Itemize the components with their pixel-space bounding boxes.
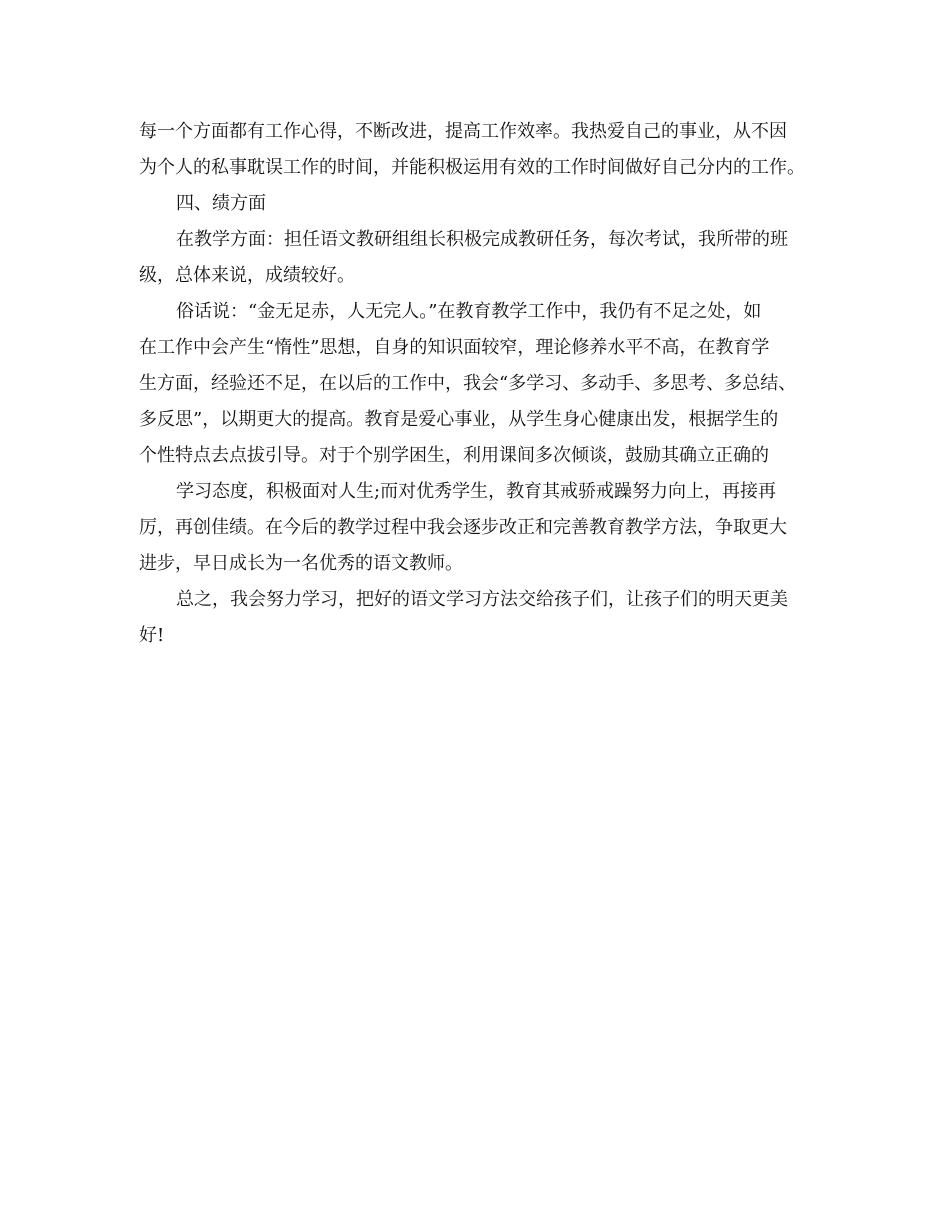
text-line: 在工作中会产生“惰性”思想，自身的知识面较窄，理论修养水平不高，在教育学 (139, 337, 770, 358)
text-line: 多反思”，以期更大的提高。教育是爱心事业，从学生身心健康出发，根据学生的 (139, 409, 779, 430)
text-line: 好! (139, 625, 165, 646)
text-line: 生方面，经验还不足，在以后的工作中，我会“多学习、多动手、多思考、多总结、 (139, 373, 797, 394)
text-line: 每一个方面都有工作心得，不断改进，提高工作效率。我热爱自己的事业，从不因 (139, 121, 787, 142)
paragraph-shortcomings (139, 294, 819, 474)
paragraph-conclusion (139, 582, 819, 654)
paragraph-work-attitude (139, 114, 819, 186)
text-line: 学习态度，积极面对人生;而对优秀学生，教育其戒骄戒躁努力向上，再接再 (176, 481, 777, 502)
text-line: 在教学方面：担任语文教研组组长积极完成教研任务，每次考试，我所带的班 (176, 229, 788, 250)
section-heading: 四、绩方面 (176, 193, 266, 214)
text-line: 级，总体来说，成绩较好。 (139, 265, 355, 286)
paragraph-continuation (139, 474, 819, 582)
section-heading-achievements (139, 186, 819, 222)
text-line: 俗话说：“金无足赤，人无完人。”在教育教学工作中，我仍有不足之处，如 (176, 301, 762, 322)
text-line: 厉，再创佳绩。在今后的教学过程中我会逐步改正和完善教育教学方法，争取更大 (139, 517, 787, 538)
text-line: 为个人的私事耽误工作的时间，并能积极运用有效的工作时间做好自己分内的工作。 (139, 157, 805, 178)
document-body (139, 114, 819, 654)
text-line: 进步，早日成长为一名优秀的语文教师。 (139, 553, 463, 574)
text-line: 总之，我会努力学习，把好的语文学习方法交给孩子们，让孩子们的明天更美 (176, 589, 788, 610)
text-line: 个性特点去点拔引导。对于个别学困生，利用课间多次倾谈，鼓励其确立正确的 (139, 445, 769, 466)
paragraph-teaching (139, 222, 819, 294)
